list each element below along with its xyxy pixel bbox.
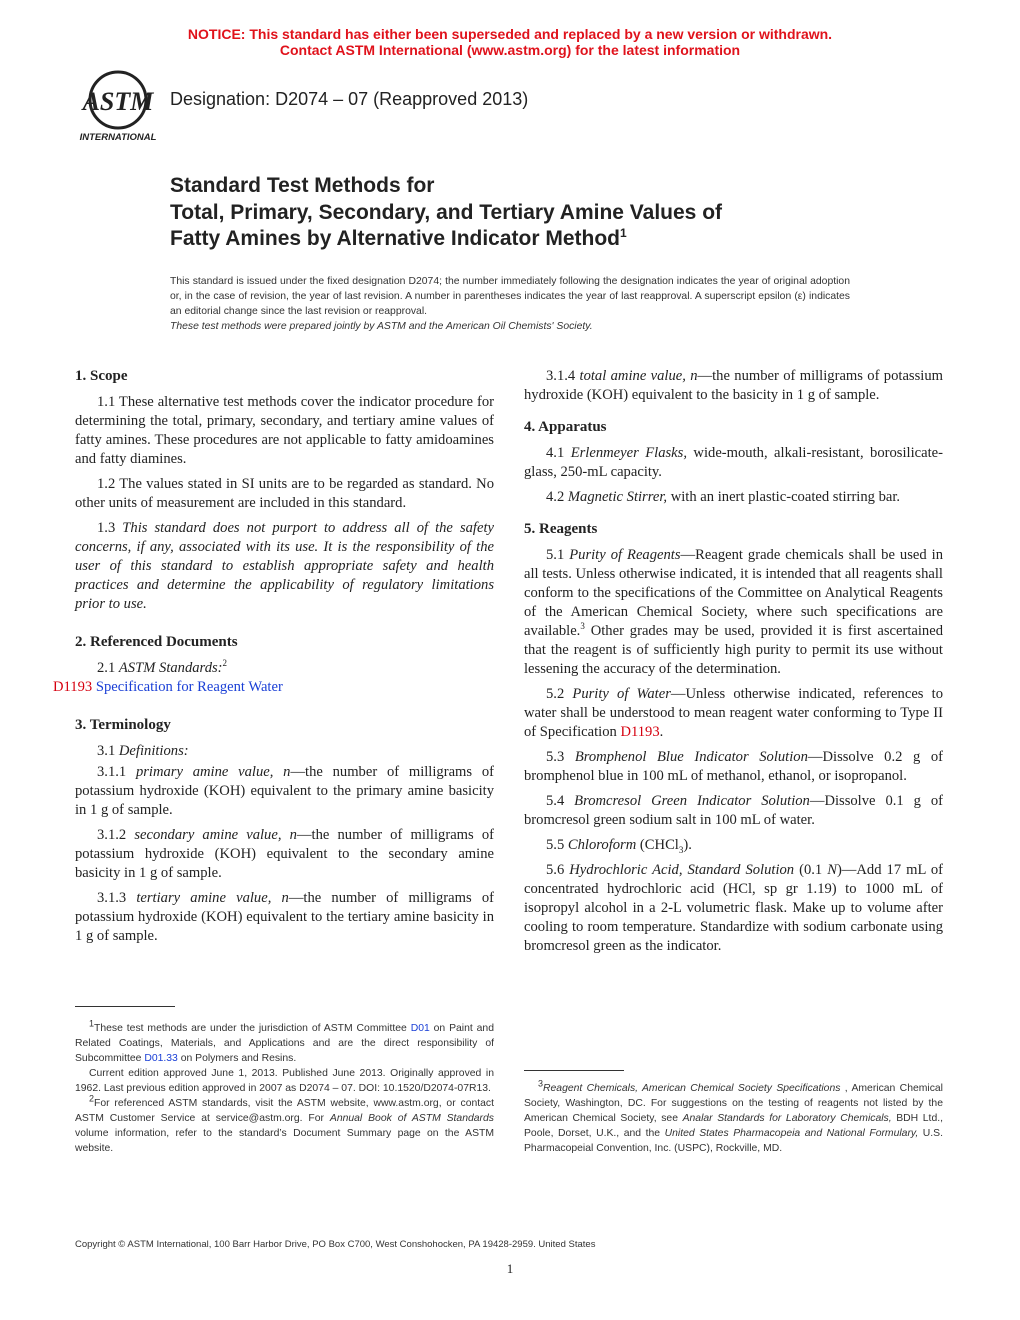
reference-code[interactable]: D1193 — [53, 679, 93, 695]
footnote-marker: 1 — [89, 1018, 95, 1029]
committee-link[interactable]: D01 — [410, 1023, 430, 1034]
notice-line-2: Contact ASTM International (www.astm.org) for the latest information — [279, 42, 741, 58]
footnote-text: on Paint and Related Coatings, Materials, and Applications and are the direct responsibility of Subcommittee — [75, 1023, 494, 1064]
footnote-text: , American Chemical Society, Washington, DC. For suggestions on the testing of reagents not listed by the American Chemical Society, see — [524, 1083, 943, 1124]
document-title — [170, 173, 722, 253]
item-text: —Reagent grade chemicals shall be used in all tests. Unless otherwise indicated, it is intended that all reagents shall conform to the specifications of the Committee on Analytical Reagents of the American Chemical Society, where such specifications are available. — [524, 547, 944, 639]
item-text: ). — [683, 837, 692, 853]
paragraph: 1.1 These alternative test methods cover the indicator procedure for determining the total, primary, secondary, and tertiary amine values of fatty amines. These procedures are not applicable to fatty amidoamines and fatty diamines. — [75, 394, 494, 467]
paragraph — [524, 488, 943, 507]
section-heading-referenced-documents: 2. Referenced Documents — [75, 634, 238, 650]
term: total amine value, n — [579, 368, 698, 384]
definition-text: —the number of milligrams of potassium hydroxide (KOH) equivalent to the secondary amine basicity in 1 g of sample. — [75, 827, 494, 881]
footnote-divider — [75, 1006, 175, 1007]
para-num: 3.1.3 — [97, 890, 137, 906]
item-name: Hydrochloric Acid, Standard Solution — [569, 862, 795, 878]
safety-statement: This standard does not purport to address all of the safety concerns, if any, associated with its use. It is the responsibility of the user of this standard to establish appropriate safety and health practices and determine the applicability of regulatory limitations prior to use. — [75, 520, 494, 612]
item-text: —Dissolve 0.2 g of bromphenol blue in 100 mL of methanol, ethanol, or isopropanol. — [524, 749, 943, 784]
edition-note: Current edition approved June 1, 2013. Published June 2013. Originally approved in 1962. Last previous edition approved in 2007 as D2074 – 07. DOI: 10.1520/D2074-07R13. — [75, 1068, 494, 1094]
item-text: Other grades may be used, provided it is first ascertained that the reagent is of sufficiently high purity to permit its use without lessening the accuracy of the determination. — [524, 623, 943, 677]
subheading: ASTM Standards: — [118, 660, 223, 676]
title-text: Fatty Amines by Alternative Indicator Method — [170, 227, 621, 250]
para-num: 3.1.2 — [97, 827, 135, 843]
item-name: Bromcresol Green Indicator Solution — [574, 793, 810, 809]
paragraph — [524, 792, 943, 830]
copyright: Copyright © ASTM International, 100 Barr Harbor Drive, PO Box C700, West Conshohocken, PA 19428-2959. United States — [75, 1239, 596, 1250]
term: tertiary amine value, n — [136, 890, 289, 906]
footnote-divider — [524, 1070, 624, 1071]
footnote-text: BDH Ltd., Poole, Dorset, U.K., and the — [524, 1113, 944, 1139]
para-num: 4.2 — [546, 489, 568, 505]
title-line-2: Total, Primary, Secondary, and Tertiary Amine Values of — [170, 200, 723, 224]
footnote-2 — [75, 1093, 494, 1156]
issuance-note — [170, 274, 850, 334]
section-heading-apparatus: 4. Apparatus — [524, 419, 607, 435]
section-heading-terminology: 3. Terminology — [75, 717, 171, 733]
subcommittee-link[interactable]: D01.33 — [144, 1053, 178, 1064]
paragraph — [524, 748, 943, 786]
footnote-ref: 1 — [620, 226, 627, 240]
paragraph — [75, 742, 494, 761]
footnote-italic: Reagent Chemicals, American Chemical Society Specifications — [543, 1083, 841, 1094]
paragraph: 1.2 The values stated in SI units are to be regarded as standard. No other units of measurement are included in this standard. — [75, 476, 494, 511]
footnote-text: For referenced ASTM standards, visit the ASTM website, www.astm.org, or contact ASTM Customer Service at service@astm.org. For — [75, 1098, 494, 1124]
para-num: 5.2 — [546, 686, 573, 702]
astm-logo — [76, 66, 160, 144]
footnote-text: U.S. Pharmacopeial Convention, Inc. (USPC), Rockville, MD. — [524, 1128, 943, 1154]
footnotes-right — [524, 1078, 944, 1156]
para-num: 2.1 — [97, 660, 119, 676]
paragraph — [524, 546, 943, 679]
section-heading-scope: 1. Scope — [75, 368, 128, 384]
para-num: 5.4 — [546, 793, 575, 809]
issuance-text: This standard is issued under the fixed designation D2074; the number immediately following the designation indicates the year of original adoption or, in the case of revision, the year of last revision. A number in parentheses indicates the year of last reapproval. A superscript epsilon (ε) indicates an editorial change since the last revision or reapproval. — [170, 276, 850, 317]
withdrawn-notice — [0, 26, 1020, 58]
footnote-text: volume information, refer to the standard’s Document Summary page on the ASTM website. — [75, 1128, 494, 1154]
para-num: 5.5 — [546, 837, 568, 853]
definition — [75, 763, 494, 820]
reference-link[interactable] — [53, 679, 283, 695]
para-num: 5.6 — [546, 862, 570, 878]
subheading: Definitions: — [118, 743, 189, 759]
paragraph — [524, 861, 943, 956]
designation: Designation: D2074 – 07 (Reapproved 2013) — [170, 89, 529, 109]
subscript: 3 — [678, 844, 684, 855]
right-column — [524, 367, 943, 962]
footnotes-left — [75, 1018, 494, 1156]
definition — [75, 826, 494, 883]
footnote-ref: 3 — [580, 621, 585, 632]
item-text: —Dissolve 0.1 g of bromcresol green sodium salt in 100 mL of water. — [524, 793, 943, 828]
definition — [524, 367, 943, 405]
item-name: Purity of Reagents — [569, 547, 681, 563]
para-num: 4.1 — [546, 445, 571, 461]
footnote-3 — [524, 1078, 944, 1156]
paragraph — [524, 836, 943, 855]
reference-link-d1193[interactable]: D1193 — [620, 724, 660, 740]
item-name: Magnetic Stirrer, — [567, 489, 668, 505]
item-text: . — [659, 724, 664, 740]
term: secondary amine value, n — [134, 827, 297, 843]
normality-symbol: N — [827, 862, 837, 878]
para-num: 3.1.1 — [97, 764, 136, 780]
definition-text: —the number of milligrams of potassium hydroxide (KOH) equivalent to the basicity in 1 g of sample. — [524, 368, 943, 403]
footnote-ref: 2 — [222, 658, 228, 669]
page-number: 1 — [506, 1261, 514, 1276]
footnote-1 — [75, 1018, 494, 1066]
para-num: 3.1 — [97, 743, 119, 759]
item-text: wide-mouth, alkali-resistant, borosilicate-glass, 250-mL capacity. — [524, 445, 944, 480]
item-text: —Unless otherwise indicated, references to water shall be understood to mean reagent water conforming to Type II of Specification — [524, 686, 943, 740]
item-text: (0.1 — [794, 862, 828, 878]
title-line-1: Standard Test Methods for — [170, 174, 435, 197]
footnote-text: These test methods are under the jurisdiction of ASTM Committee — [94, 1023, 411, 1034]
reference-title[interactable]: Specification for Reagent Water — [92, 679, 283, 695]
joint-note: These test methods were prepared jointly by ASTM and the American Oil Chemists' Society. — [170, 321, 593, 332]
footnote-text: on Polymers and Resins. — [177, 1053, 297, 1064]
item-text: with an inert plastic-coated stirring bar. — [667, 489, 901, 505]
footnote-marker: 2 — [89, 1093, 95, 1104]
left-column — [53, 367, 494, 952]
item-name: Chloroform — [567, 837, 637, 853]
definition-text: —the number of milligrams of potassium hydroxide (KOH) equivalent to the tertiary amine basicity in 1 g of sample. — [75, 890, 494, 944]
para-num: 5.1 — [546, 547, 570, 563]
section-heading-reagents: 5. Reagents — [524, 521, 598, 537]
footnote-italic: United States Pharmacopeia and National Formulary, — [664, 1128, 919, 1139]
item-name: Erlenmeyer Flasks, — [570, 445, 687, 461]
term: primary amine value, n — [135, 764, 291, 780]
para-num: 5.3 — [546, 749, 575, 765]
item-text: )—Add 17 mL of concentrated hydrochloric acid (HCl, sp gr 1.19) to 1000 mL of isopropyl alcohol in a 2-L volumetric flask. Make up to volume after cooling to room temperature. Standardize with sodium carbonate using bromcresol green as the indicator. — [524, 862, 944, 954]
item-text: (CHCl — [636, 837, 679, 853]
definition-text: —the number of milligrams of potassium hydroxide (KOH) equivalent to the primary amine basicity in 1 g of sample. — [75, 764, 494, 818]
svg-text:ASTM: ASTM — [82, 87, 154, 116]
item-name: Purity of Water — [572, 686, 671, 702]
item-name: Bromphenol Blue Indicator Solution — [574, 749, 808, 765]
footnote-marker: 3 — [538, 1078, 544, 1089]
footnote-italic: Annual Book of ASTM Standards — [329, 1113, 494, 1124]
title-line-3 — [170, 226, 722, 253]
paragraph — [75, 519, 494, 614]
footnote-italic: Analar Standards for Laboratory Chemicals, — [682, 1113, 892, 1124]
para-num: 3.1.4 — [546, 368, 580, 384]
paragraph — [53, 658, 494, 697]
paragraph — [524, 685, 943, 742]
definition — [75, 889, 494, 946]
svg-text:INTERNATIONAL: INTERNATIONAL — [79, 132, 157, 143]
para-num: 1.3 — [97, 520, 123, 536]
paragraph — [524, 444, 943, 482]
notice-line-1: NOTICE: This standard has either been superseded and replaced by a new version or withdrawn. — [187, 26, 833, 42]
